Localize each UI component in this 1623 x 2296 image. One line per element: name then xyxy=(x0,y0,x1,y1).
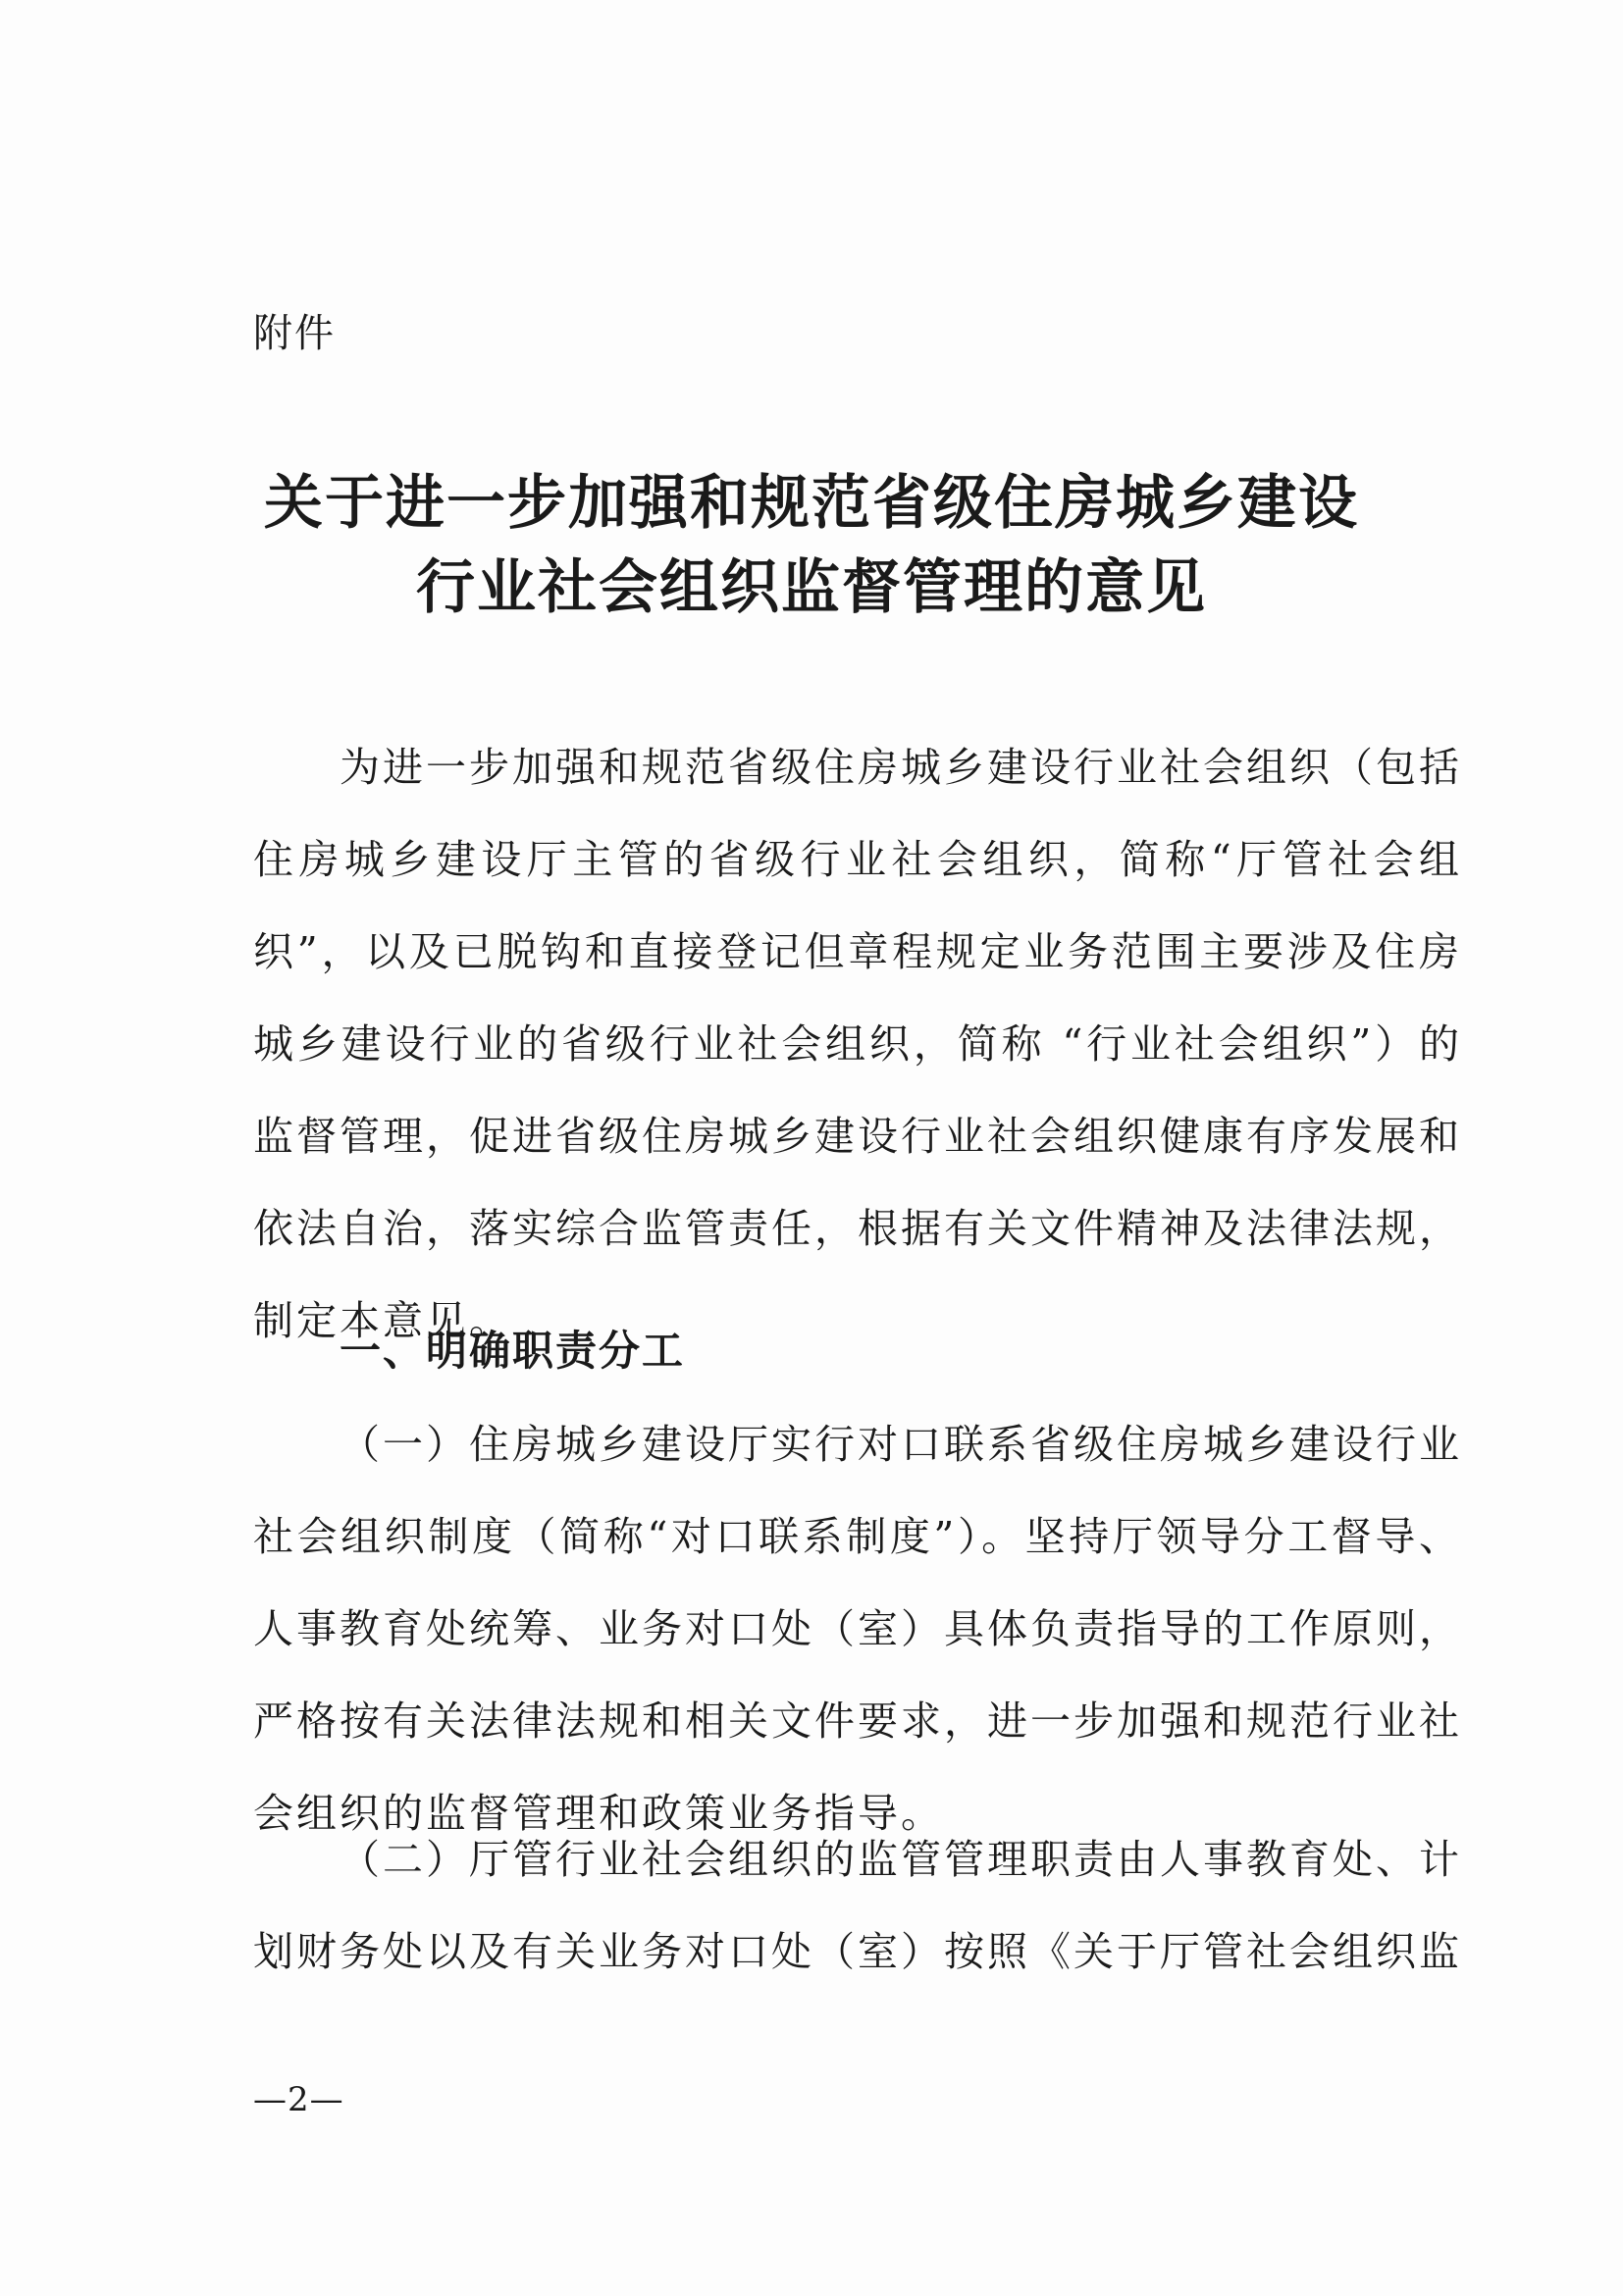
intro-paragraph: 为进一步加强和规范省级住房城乡建设行业社会组织（包括住房城乡建设厅主管的省级行业社会组织，简称“厅管社会组织”，以及已脱钩和直接登记但章程规定业务范围主要涉及住房城乡建设行业的省级行业社会组织，简称 “行业社会组织”）的监督管理，促进省级住房城乡建设行业社会组织健康有序发展和依法自治，落实综合监管责任，根据有关文件精神及法律法规，制定本意见。 xyxy=(253,744,1462,1344)
attachment-label: 附件 xyxy=(253,311,336,356)
document-title-line-2: 行业社会组织监督管理的意见 xyxy=(416,553,1207,622)
document-title-line-1: 关于进一步加强和规范省级住房城乡建设 xyxy=(264,469,1359,538)
page-number: —2— xyxy=(253,2080,344,2119)
item-1-paragraph: （一）住房城乡建设厅实行对口联系省级住房城乡建设行业社会组织制度（简称“对口联系制度”）。坚持厅领导分工督导、人事教育处统筹、业务对口处（室）具体负责指导的工作原则，严格按有关法律法规和相关文件要求，进一步加强和规范行业社会组织的监督管理和政策业务指导。 xyxy=(253,1421,1462,1837)
section-heading: 一、明确职责分工 xyxy=(340,1327,686,1375)
item-2-paragraph: （二）厅管行业社会组织的监管管理职责由人事教育处、计划财务处以及有关业务对口处（室）按照《关于厅管社会组织监 xyxy=(253,1836,1462,1975)
